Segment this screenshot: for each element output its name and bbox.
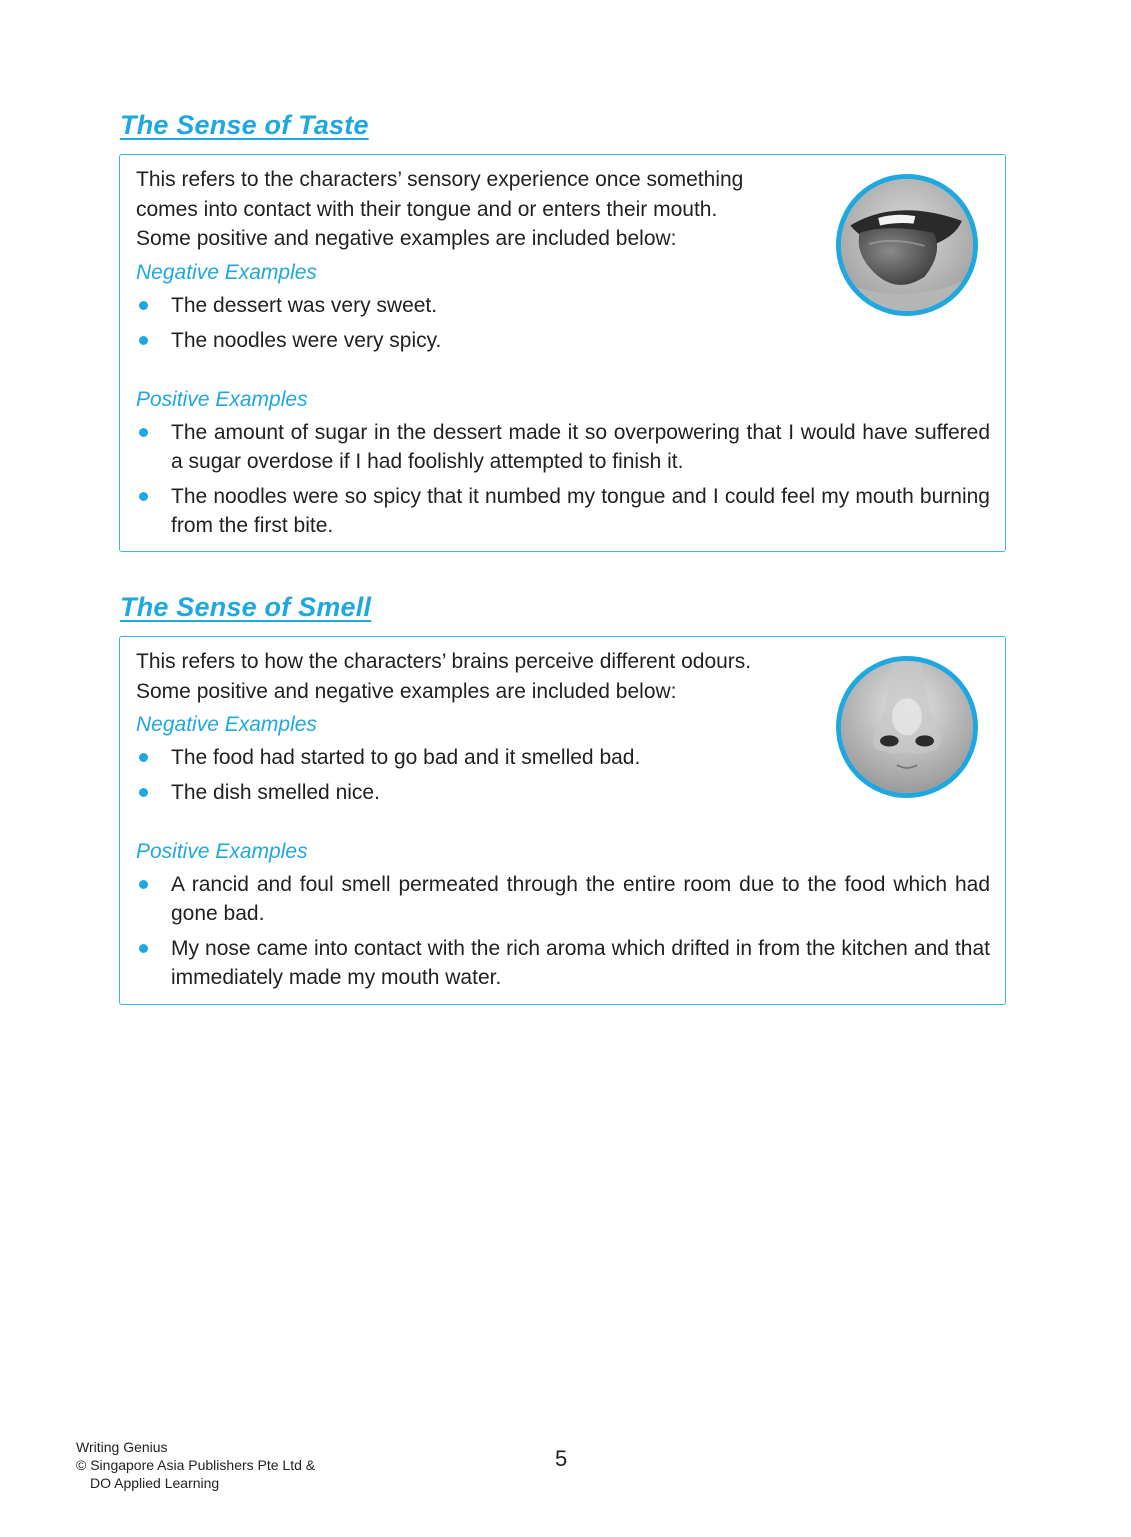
smell-intro-line: This refers to how the characters’ brains perceive different odours. (136, 650, 752, 673)
list-item-text: The dessert was very sweet. (171, 293, 438, 317)
smell-positive-list (136, 870, 990, 992)
taste-intro-line: comes into contact with their tongue and or enters their mouth. (136, 197, 718, 221)
footer-credits (76, 1438, 315, 1492)
taste-negative-heading: Negative Examples (136, 260, 317, 284)
footer-line: Writing Genius (76, 1439, 168, 1455)
section-title-taste: The Sense of Taste (120, 110, 369, 140)
list-item-text: The noodles were very spicy. (171, 328, 442, 352)
bullet-icon (139, 301, 148, 310)
bullet-icon (139, 880, 148, 889)
bullet-icon (139, 492, 148, 501)
smell-intro-line: Some positive and negative examples are included below: (136, 679, 677, 703)
list-item (136, 326, 990, 355)
page-number: 5 (555, 1446, 568, 1471)
list-item-text: The amount of sugar in the dessert made it so overpowering that I would have suffered a sugar overdose if I had foolishly attempted to finish it. (171, 420, 990, 473)
smell-positive-heading: Positive Examples (136, 840, 308, 863)
bullet-icon (139, 428, 148, 437)
list-item-text: The food had started to go bad and it smelled bad. (171, 746, 641, 769)
bullet-icon (139, 753, 148, 762)
nose-photo-icon (836, 656, 978, 798)
footer-line: DO Applied Learning (90, 1475, 220, 1491)
list-item-text: The noodles were so spicy that it numbed my tongue and I could feel my mouth burning from the first bite. (171, 484, 990, 537)
list-item (136, 870, 990, 928)
taste-positive-heading: Positive Examples (136, 387, 308, 411)
footer-line: © Singapore Asia Publishers Pte Ltd & (76, 1457, 316, 1473)
taste-intro-line: Some positive and negative examples are included below: (136, 227, 677, 250)
list-item (136, 482, 990, 540)
list-item-text: A rancid and foul smell permeated through the entire room due to the food which had gone bad. (171, 873, 990, 925)
list-item-text: My nose came into contact with the rich aroma which drifted in from the kitchen and that immediately made my mouth water. (171, 937, 990, 989)
bullet-icon (139, 336, 148, 345)
taste-positive-list (136, 418, 990, 540)
taste-intro-line: This refers to the characters’ sensory experience once something (136, 168, 744, 191)
section-title-smell: The Sense of Smell (120, 592, 372, 622)
list-item-text: The dish smelled nice. (171, 781, 380, 804)
list-item (136, 418, 990, 476)
bullet-icon (139, 944, 148, 953)
bullet-icon (139, 788, 148, 797)
tongue-photo-icon (836, 174, 978, 316)
list-item (136, 934, 990, 992)
smell-negative-heading: Negative Examples (136, 713, 317, 736)
